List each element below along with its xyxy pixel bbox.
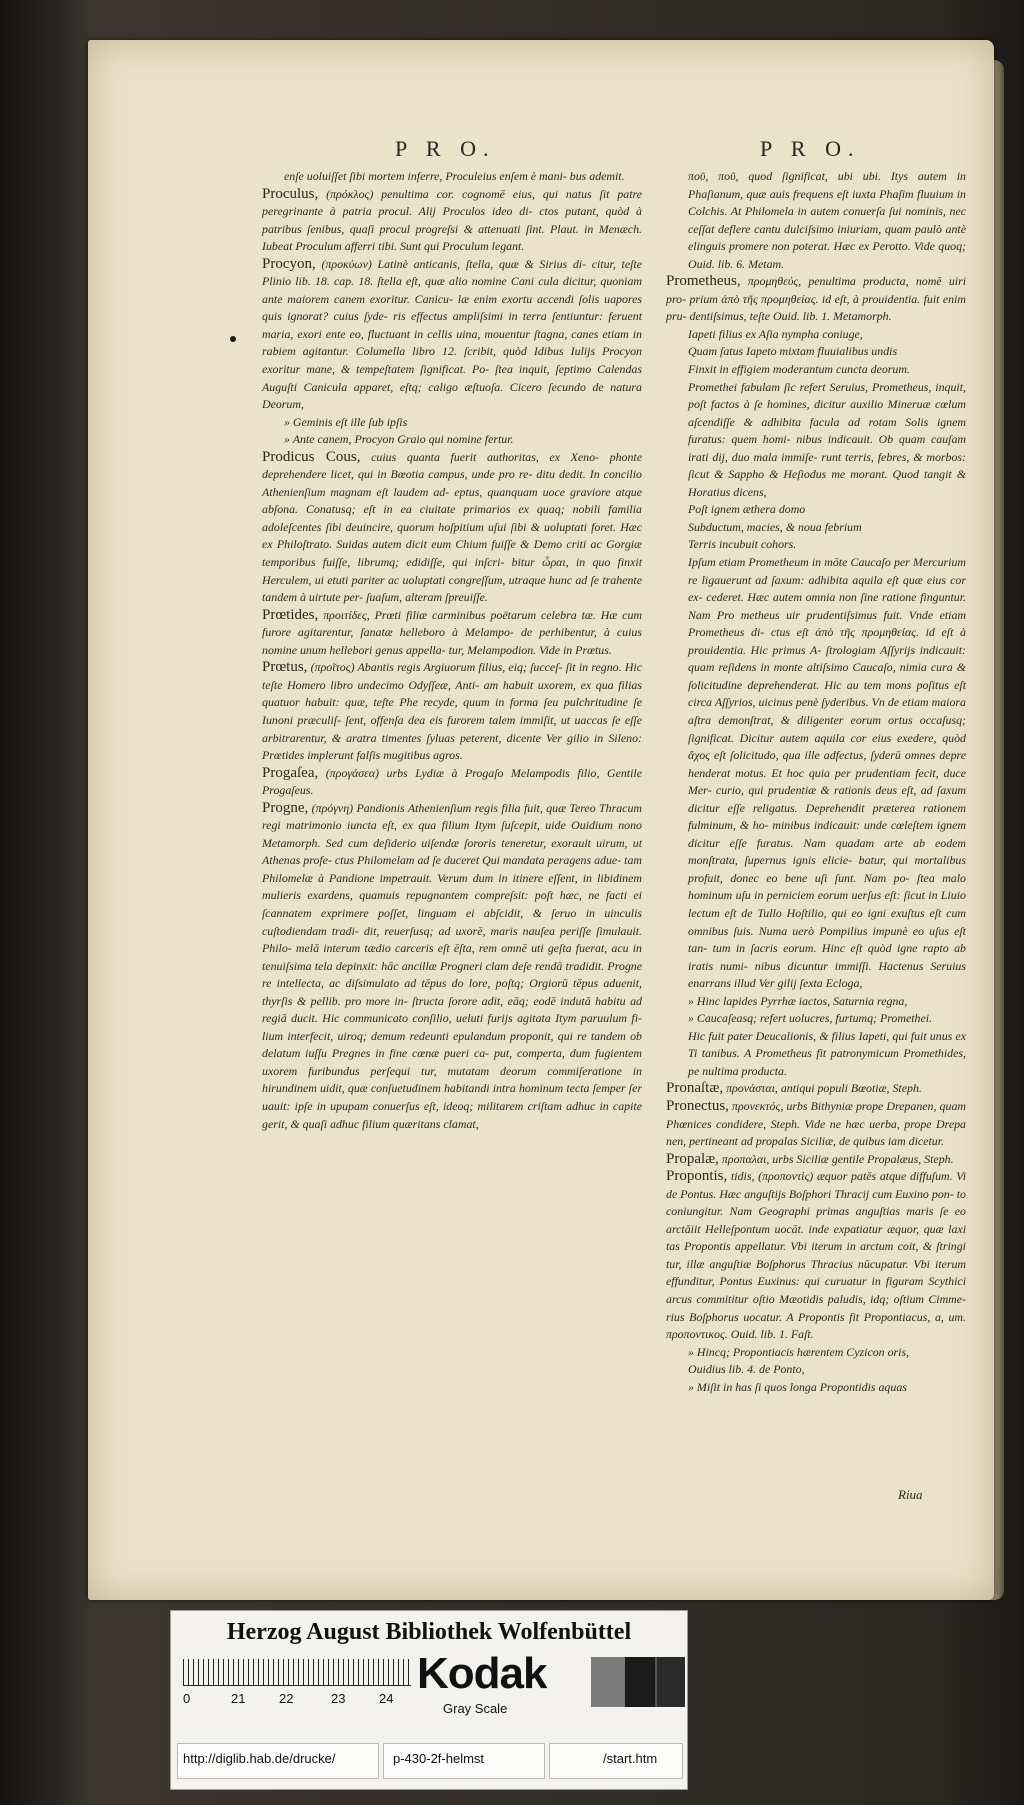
entry-text: Finxit in effigiem moderantum cuncta deorum. xyxy=(688,362,910,377)
text-entry xyxy=(262,449,642,607)
entry-text: cuius quanta fuerit authoritas, ex Xeno- phonte deprehendere licet, qui in Bœotia campus, unde pro re- ditu dedit. In concilio Athenienſium magnam eſt laudem ad- eptus, quanquam uoce graviore atque abſona. Conatusq; eſt in ea ciuitate primarios ex quaq; nobili familia adoleſcentes ſibi deuincire, quorum hoſpitium uſui ſibi & uoluptati foret. Hæc ex Philoſtrato. Suidas autem dicit eum Chium fuiſſe & Demo criti ac Gorgiæ temporibus fuiſſe, librumq; edidiſſe, qui inſcri- bitur ὧραι, in quo finxit Herculem, ui etuti pariter ac uoluptati congreſſum, utraque hunc ad ſe trahente tandem à uirtute per- ſuaſum, alteram ſpreuiſſe. xyxy=(262,449,643,605)
entry-text: Hic fuit pater Deucalionis, & filius Iapeti, qui fuit unus ex Ti tanibus. A Prometheus fit patronymicum Promethides, pe nultima producta. xyxy=(688,1028,966,1078)
entry-text: Quam ſatus Iapeto mixtam fluuialibus undis xyxy=(688,344,898,359)
entry-text: » Hinc lapides Pyrrhæ iactos, Saturnia regna, xyxy=(688,993,908,1008)
entry-lemma: Prœtus, xyxy=(262,659,308,676)
text-entry xyxy=(666,273,966,326)
right-column xyxy=(666,168,966,1396)
entry-text: (πρόκλος) penultima cor. cognomē eius, qui natus ſit patre peregrinante à patria procul. Alij Proculos ideo di- ctos putant, quòd à patribus ſenibus, quaſi procul progreſsi & attenuati ſint. Plaut. in Menæch. Iubeat Proculum afferri tibi. Sunt qui Proculum legant. xyxy=(262,186,642,254)
text-entry xyxy=(666,1010,966,1028)
text-entry xyxy=(666,168,966,273)
text-entry xyxy=(666,379,966,502)
text-entry xyxy=(262,800,642,1133)
text-entry xyxy=(666,536,966,554)
entry-text: προιτίδες, Prœti filiæ carminibus poëtarum celebra tæ. Hæ cum furore agitarentur, ſanatæ helleboro à Melampo- de perhibentur, à cuius nomine unum hellebori genus appella- tur, Melampodion. Vide in Prœtus. xyxy=(262,607,642,657)
text-entry xyxy=(666,343,966,361)
entry-text: ποῦ, ποῦ, quod ſignificat, ubi ubi. Itys autem in Phaſianum, quæ auis frequens eſt iuxta Phaſim fluuium in Colchis. At Philomela in autem conuerſa ſui nominis, nec ceſſat deflere cantu dulciſsimo iniuriam, quam paulò antè elinguis promere non poterat. Hæc ex Perotto. Vide quoq; Ouid. lib. 6. Metam. xyxy=(688,169,966,271)
text-entry xyxy=(262,765,642,800)
entry-lemma: Prœtides, xyxy=(262,606,319,623)
entry-lemma: Pronectus, xyxy=(666,1097,729,1114)
ruler-number: 23 xyxy=(331,1691,346,1706)
entry-text: προπαλαι, urbs Siciliæ gentile Propalæus, Steph. xyxy=(721,1151,954,1166)
text-entry xyxy=(262,659,642,764)
entry-lemma: Progaſea, xyxy=(262,764,319,781)
entry-text: Terris incubuit cohors. xyxy=(688,537,797,552)
text-entry xyxy=(262,168,642,186)
left-column xyxy=(262,168,642,1133)
text-entry xyxy=(666,1344,966,1362)
entry-text: Poſt ignem æthera domo xyxy=(688,502,806,517)
entry-lemma: Procyon, xyxy=(262,255,316,272)
entry-text: (πρόγνη) Pandionis Athenienſium regis filia fuit, quæ Tereo Thracum regi matrimonio iuncta eſt, ex qua filium Itym ſuſcepit, uide Ouidium nono Metamorph. Sed cum deſiderio uiſendæ ſororis teneretur, exorauit uirum, ut Athenas profe- ctus Philomelam ad ſe duceret Qui mandata peragens adue- tam Philomelæ à Pandione impetrauit. Verum dum in itinere eſſent, in libidinem mulieris exardens, quamuis repugnantem compreſsit: poſt hæc, ne facti ei ſcannatem exprimere poſſet, linguam ei abſcidit, & ſeruo in uinculis cuſtodiendam tradi- dit, reuerſusq; ad uxorē, maris nauſea periſſe ſimulauit. Philo- melā interum tædio carceris eſt ēſta, rem omnē uti geſta fuerat, acu in tenuiſsima tela depinxit: hāc ancillæ Progneri clam deſe rendā tradidit. Progne re intellecta, ac diſsimulato ad tēpus do lore, poſtq; Orgiorū tēpus aduenit, thyrſis & pellib. pro more in- ſtructa ſorore adit, eāq; eodē indutā habitu ad regiā ducit. Hic communicato conſilio, ueluti furijs agitata Itym paruulum fi- lium interfecit, uiroq; demum redeunti epulandum proponit, qui re tandem ob delatum iuſſu Pregnes in fine cœnæ pueri ca- put, comperta, dum fugientem uxorem furibundus perſequi tur, mutatam deorum commiſeratione in hirundinem uidit, quæ conſuetudinem habitandi intra hominum tecta ſemper ſer uauit: ipſe in upupam conuerſus eſt, ideoq; militarem criſtam adhuc in capite gerit, & quaſi adhuc filium quæritans clamat, xyxy=(262,800,642,1131)
entry-text: Ipſum etiam Prometheum in mōte Caucaſo per Mercurium re ligauerunt ad ſaxum: adhibita aquila eſt quæ eius cor ex- cederet. Hæc autem omnia non ſine ratione finguntur. Nam Pro metheus uir prudentiſsimus fuit. Vnde etiam Prometheus di- ctus eſt ἀπὸ τῆς προμηθείας. id eſt à prouidentia. Hic primus A- ſtrologiam Aſſyrijs indicauit: quam reſidens in monte altiſsimo Caucaſo, nimia cura & ſolicitudine deprehenderat. Hic au tem mons poſitus eſt circa Aſſyrios, uicinus penè ſyderibus. Vn de etiam maiora aſtra demonſtrat, & diligenter eorum ortus occaſusq; ſignificat. Dicitur autem aquila cor eius exedere, quòd ἄχος eſt ſolicitudo, qua ille adfectus, ſyderū omnes depre henderat motus. Et hoc quia per prudentiam fecit, duce Mer- curio, qui prudentiæ & rationis deus eſt, ad ſaxum dicitur eſſe religatus. Deprehendit præterea rationem fulminum, & ho- minibus indicauit: unde cœleſtem ignem dicitur eſſe furatus. Nam quadam arte ab eodem monſtrata, ſupernus ignis elicie- batur, qui mortalibus profuit, donec eo bene uſi ſunt. Nam po- ſtea malo hominum uſu in perniciem eorum uerſus eſt: ſicut in Liuio lectum eſt de Tullo Hoſtilio, qui eo igni exuſtus eſt cum omnibus ſuis. Numa uerò Pompilius impunè eo uſus eſt tan- tum in ſacris eorum. Hinc eſt quòd igne rapto ab iratis numi- nibus dicuntur immiſſi. Hactenus Seruius enarrans illud Ver gilij ſexta Ecloga, xyxy=(688,555,966,991)
entry-lemma: Prodicus Cous, xyxy=(262,448,361,465)
text-entry xyxy=(666,1361,966,1379)
url-tail: /start.htm xyxy=(603,1751,658,1766)
entry-text: » Geminis eſt ille ſub ipſis xyxy=(284,414,408,429)
url-id: p-430-2f-helmst xyxy=(393,1751,485,1766)
entry-lemma: Proculus, xyxy=(262,185,319,202)
text-entry xyxy=(262,186,642,256)
text-entry xyxy=(262,607,642,660)
entry-text: (προγάσεα) urbs Lydiæ à Progaſo Melampodis filio, Gentile Progaſeus. xyxy=(262,765,642,798)
text-entry xyxy=(666,501,966,519)
entry-text: Iapeti filius ex Aſia nympha coniuge, xyxy=(688,326,863,341)
gray-swatch-black xyxy=(655,1657,685,1707)
entry-lemma: Prometheus, xyxy=(666,273,741,290)
ruler-number: 24 xyxy=(379,1691,394,1706)
ruler-number: 21 xyxy=(231,1691,246,1706)
text-entry xyxy=(666,361,966,379)
text-entry xyxy=(262,414,642,432)
gray-scale-caption: Gray Scale xyxy=(443,1701,508,1716)
entry-text: » Ante canem, Procyon Graio qui nomine fertur. xyxy=(284,432,514,447)
text-entry xyxy=(666,993,966,1011)
gray-swatch-mid xyxy=(591,1657,625,1707)
text-entry xyxy=(666,554,966,993)
entry-text: (προκύων) Latinè anticanis, ſtella, quæ & Sirius di- citur, teſte Plinio lib. 18. cap. 18. ſtella eſt, quæ alio nomine Cani cula dicitur, quoniam ante maiorem canem exoritur. Canicu- læ enim exortu accendi ſolis uapores quis ignorat? cuius ſyde- ris effectus ampliſsimi in terra ſentiuntur: feruent maria, exori ente eo, fluctuant in cellis uina, mouentur ſtagna, canes etiam in rabiem agitantur. Columella libro 12. ſcribit, quòd Idibus Iulijs Procyon exoritur mane, & tempeſtatem ſignificat. Po- ſtea inquit, ſeptimo Calendas Auguſti Canicula apparet, eſtq; caligo æſtuoſa. Cicero ſecundo de natura Deorum, xyxy=(262,256,642,412)
kodak-logo: Kodak xyxy=(417,1649,547,1698)
library-label xyxy=(170,1610,688,1790)
ruler-scale xyxy=(183,1659,411,1686)
text-entry xyxy=(666,519,966,537)
entry-lemma: Progne, xyxy=(262,799,309,816)
ruler-number: 0 xyxy=(183,1691,191,1706)
gray-swatch-dark xyxy=(625,1657,655,1707)
running-head-right: P R O. xyxy=(760,136,861,161)
text-entry xyxy=(666,1098,966,1151)
entry-lemma: Propalæ, xyxy=(666,1150,719,1167)
text-entry xyxy=(666,326,966,344)
text-entry xyxy=(666,1028,966,1081)
library-name: Herzog August Bibliothek Wolfenbüttel xyxy=(226,1619,632,1645)
running-head-left: P R O. xyxy=(395,136,496,161)
entry-text: (προῖτος) Abantis regis Argiuorum filius, eiq; ſucceſ- ſit in regno. Hic teſte Homero libro undecimo Odyſſeæ, Anti- am habuit uxorem, ex qua filias quatuor habuit: quæ, teſte Phe recyde, quum in forma ſeu pulchritudine ſe Iunoni præculiſ- ſent, offenſa dea eis furorem talem immiſit, ut uaccas ſe eſſe arbitrarentur, & aratra timentes ſyluas peterent, dicente Ver gilio in Sileno: Prœtides implerunt falſis mugitibus agros. xyxy=(262,660,642,763)
entry-text: προνάσται, antiqui populi Bœotiæ, Steph. xyxy=(726,1081,922,1096)
ink-spot xyxy=(230,336,236,342)
entry-text: » Hincq; Propontiacis hærentem Cyzicon oris, xyxy=(688,1344,910,1359)
text-entry xyxy=(262,256,642,414)
entry-lemma: Pronaſtæ, xyxy=(666,1080,724,1097)
text-entry xyxy=(666,1379,966,1397)
entry-text: προμηθεύς, penultima producta, nomē uiri pro- prium ἀπὸ τῆς προμηθείας. id eſt, à prouidentia. fuit enim pru- dentiſsimus, teſte Ouid. lib. 1. Metamorph. xyxy=(666,274,966,324)
entry-lemma: Propontis, xyxy=(666,1168,728,1185)
text-entry xyxy=(666,1168,966,1343)
entry-text: Ouidius lib. 4. de Ponto, xyxy=(688,1362,805,1377)
text-entry xyxy=(666,1151,966,1169)
text-entry xyxy=(666,1080,966,1098)
entry-text: enſe uoluiſſet ſibi mortem inferre, Proculeius enſem è mani- bus ademit. xyxy=(284,169,625,183)
entry-text: » Miſit in has ſi quos longa Propontidis aquas xyxy=(688,1379,907,1394)
url-base: http://diglib.hab.de/drucke/ xyxy=(183,1751,336,1766)
catchword: Riua xyxy=(898,1487,923,1502)
entry-text: Promethei fabulam ſic refert Seruius, Prometheus, inquit, poſt factos à ſe homines, dicitur auxilio Mineruæ cœlum aſcendiſſe & adhibita facula ad rotam Solis ignem furatus: quem homi- nibus indicauit. Ob quam cauſam irati dij, duo mala immiſe- runt terris, febres, & morbos: ſicut & Sappho & Heſiodus me morant. Quod tangit & Horatius dicens, xyxy=(688,379,966,499)
ruler-number: 22 xyxy=(279,1691,294,1706)
entry-text: » Caucaſeasq; refert uolucres, furtumq; Promethei. xyxy=(688,1011,933,1026)
text-entry xyxy=(262,431,642,449)
entry-text: προνεκτός, urbs Bithyniæ prope Drepanen, quam Phœnices condidere, Steph. Vide ne hæc uerba, prope Drepa nen, pertineant ad propalas Siciliæ, de quibus iam dicetur. xyxy=(666,1098,966,1149)
entry-text: Subductum, macies, & noua febrium xyxy=(688,519,862,534)
entry-text: tidis, (προποντὶς) æquor patēs atque diffuſum. Vi de Pontus. Hæc anguſtijs Boſphori Thracij cum Euxino pon- to coniungitur. Nam Geographi primas anguſtias maris ſe eo arctāiit Helleſpontum uocāt. inde expatiatur æquor, quæ laxi tas Propontis appellatur. Vbi iterum in arctum coit, & ſtringi tur, illæ anguſtiæ Boſphorus Thracius nūcupatur. Vbi iterum effunditur, Pontus Euxinus: qui curuatur in figuram Scythici arcus commititur oſtio Mæotidis paludis, idq; oſtium Cimme- rius Boſphorus uocatur. A Propontis fit Propontiacus, a, um. προποντικος. Ouid. lib. 1. Faſt. xyxy=(666,1169,966,1342)
